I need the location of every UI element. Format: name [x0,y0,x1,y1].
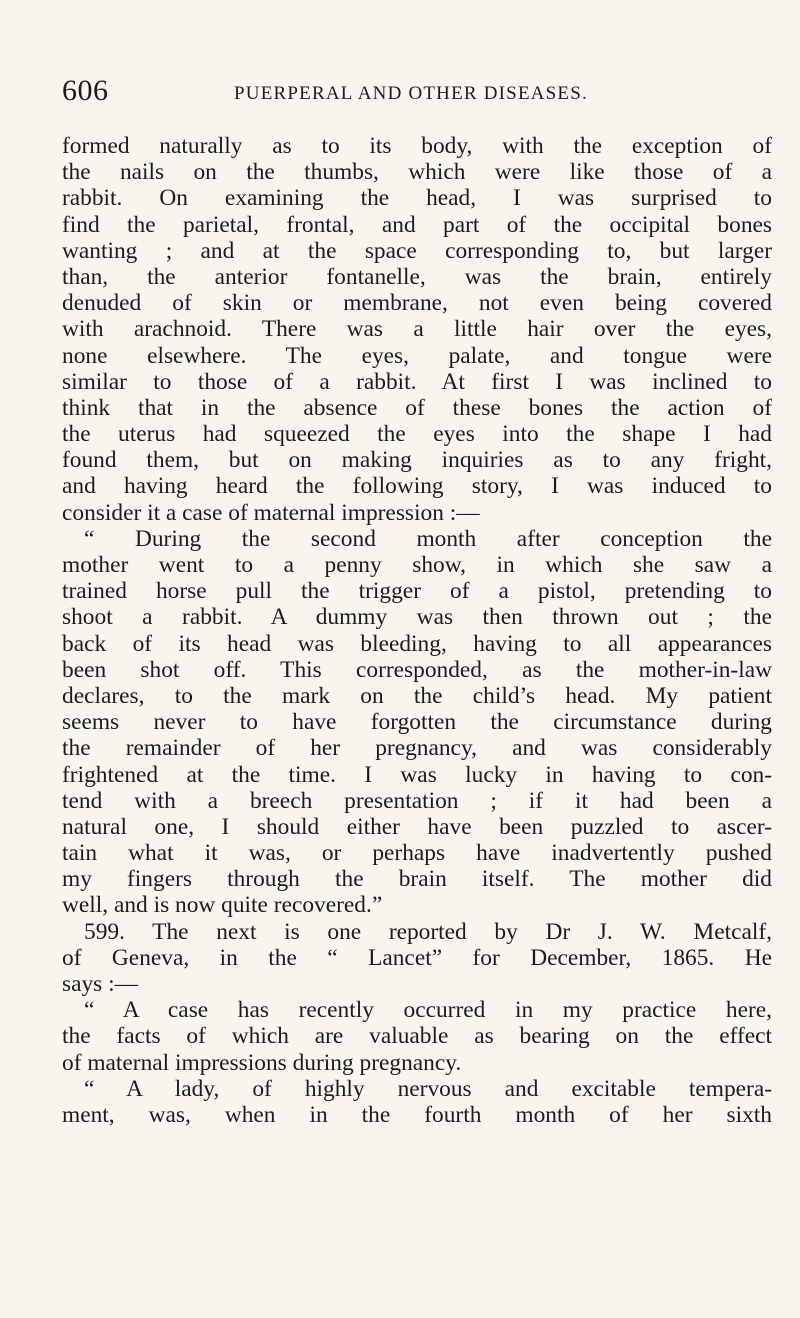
text-line: the remainder of her pregnancy, and was considerably [62,735,772,762]
text-line: declares, to the mark on the child’s head. My patient [62,682,772,709]
text-line: “ During the second month after conception the [84,525,772,552]
text-line: “ A case has recently occurred in my practice here, [84,997,772,1024]
text-line: of maternal impressions during pregnancy. [62,1049,462,1076]
running-title: PUERPERAL AND OTHER DISEASES. [234,83,588,104]
body-text [62,133,772,1128]
text-line: shoot a rabbit. A dummy was then thrown out ; the [62,604,772,631]
text-line: similar to those of a rabbit. At first I was inclined to [62,368,772,395]
text-line: of Geneva, in the “ Lancet” for December, 1865. He [62,944,772,971]
text-line: seems never to have forgotten the circumstance during [62,709,772,736]
text-line: tain what it was, or perhaps have inadvertently pushed [62,840,772,867]
page-header [62,74,742,114]
text-line: trained horse pull the trigger of a pistol, pretending to [62,578,772,605]
text-line: the facts of which are valuable as bearing on the effect [62,1023,772,1050]
text-line: than, the anterior fontanelle, was the brain, entirely [62,263,772,290]
text-line: and having heard the following story, I was induced to [62,473,772,500]
text-line: find the parietal, frontal, and part of the occipital bones [62,211,772,238]
text-line: consider it a case of maternal impression :— [62,499,480,526]
text-line: frightened at the time. I was lucky in having to con- [62,761,772,788]
text-line: my fingers through the brain itself. The mother did [62,866,772,893]
text-line: been shot off. This corresponded, as the mother-in-law [62,656,772,683]
text-line: ment, was, when in the fourth month of her sixth [62,1101,772,1128]
text-line: found them, but on making inquiries as to any fright, [62,447,772,474]
text-line: wanting ; and at the space corresponding to, but larger [62,237,772,264]
text-line: formed naturally as to its body, with the exception of [62,133,772,159]
text-line: well, and is now quite recovered.” [62,892,383,919]
text-line: denuded of skin or membrane, not even being covered [62,290,772,317]
text-line: the nails on the thumbs, which were like those of a [62,159,772,186]
text-line: tend with a breech presentation ; if it had been a [62,787,772,814]
text-line: think that in the absence of these bones the action of [62,394,772,421]
text-line: says :— [62,971,139,997]
text-line: mother went to a penny show, in which she saw a [62,552,772,578]
text-line: 599. The next is one reported by Dr J. W. Metcalf, [84,918,772,945]
page-number: 606 [62,74,109,107]
text-line: the uterus had squeezed the eyes into the shape I had [62,421,772,448]
text-line: “ A lady, of highly nervous and excitable tempera- [84,1075,772,1102]
text-line: none elsewhere. The eyes, palate, and tongue were [62,342,772,369]
text-line: back of its head was bleeding, having to all appearances [62,630,772,657]
text-line: rabbit. On examining the head, I was surprised to [62,185,772,212]
text-line: with arachnoid. There was a little hair over the eyes, [62,316,772,343]
text-line: natural one, I should either have been puzzled to ascer- [62,813,772,840]
